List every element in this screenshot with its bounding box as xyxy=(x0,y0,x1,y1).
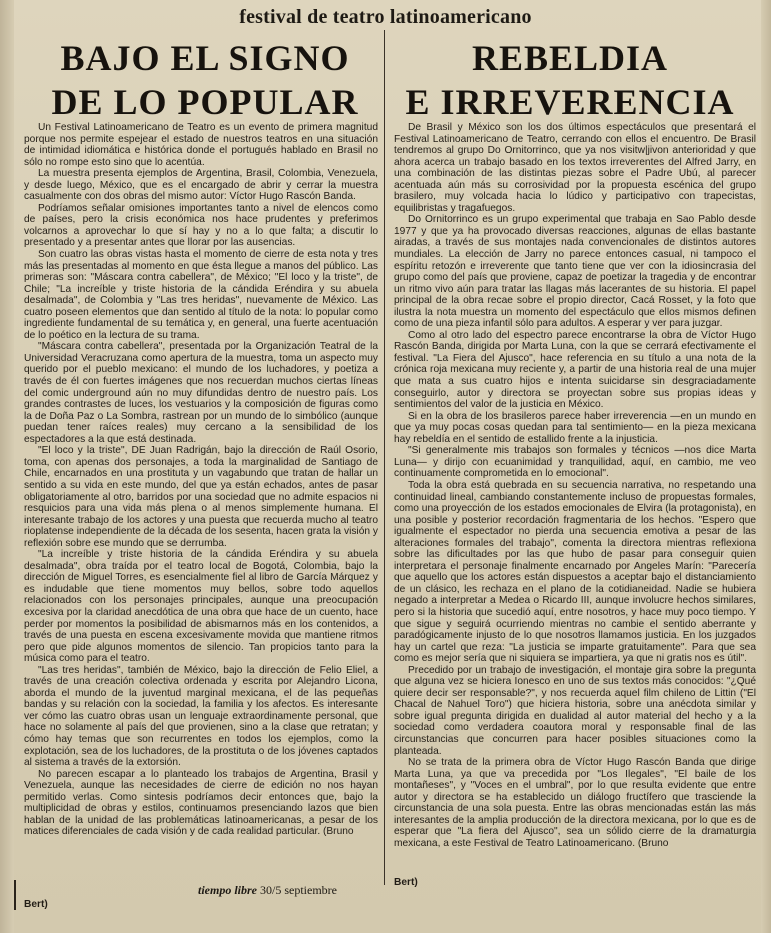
headline-left-line-1: BAJO EL SIGNO xyxy=(60,38,350,78)
headline-left-line-2: DE LO POPULAR xyxy=(51,82,359,122)
paper-right-edge xyxy=(761,0,771,933)
paragraph: De Brasil y México son los dos últimos espectáculos que presentará el Festival Latinoamericano de Teatro, cerrando con ellos el encuentro. De Brasil tendremos al grupo Do Ornitorrinco, que ya nos visitw|jivon anterioridad y que ahora acerca un trabajo basado en los textos irreverentes del Alfred Jarry, en una combinación de las distintas piezas sobre el Padre Ubú, al parecer acentuada aún más su corrosividad por la propuesta escénica del grupo brasilero, muy volcada hacia lo lúdico y participativo con trapecistas, equilibristas y tragafuegos. xyxy=(394,122,756,214)
paragraph: Un Festival Latinoamericano de Teatro es un evento de primera magnitud porque nos permite espejear el estado de nuestros teatros en una situación de intimidad idiomática e histórica donde el portugués hablado en Brasil no sólo no rompe esto sino que lo acentúa. xyxy=(24,122,378,168)
left-article-body xyxy=(24,122,378,838)
headline-right xyxy=(400,36,740,124)
right-author-credit: Bert) xyxy=(394,877,418,888)
paragraph: Toda la obra está quebrada en su secuencia narrativa, no respetando una continuidad lineal, cambiando constantemente incluso de propuestas formales, como una proyección de los estados emocionales de Elvira (la protagonista), en una posible y posterior recordación fragmentaria de los hechos. "Espero que igualmente el espectador no pierda una secuencia emotiva a pesar de las alteraciones formales del trabajo", comenta la directora mientras reflexiona sobre las dificultades por las que hubo de pasar para conseguir quien interpretara el personaje finalmente encarnado por Angeles Marín: "Parecería que aquello que los actores están dispuestos a aceptar bajo el distanciamiento de un clásico, les rechaza en el plano de la cotidianeidad. Nadie se hubiera negado a interpretar a Medea o Ricardo III, aunque involucre hechos similares, pero si la historia que sucedió aquí, entre nosotros, y hace muy poco tiempo. Y que sigue y seguirá ocurriendo mientras no cambie el sentido aberrante y paradógicamente injusto de lo que nosotros llamamos justicia. En los juzgados hay un cartel que reza: "La justicia se imparte gratuitamente". Para que sea como es mejor sería que ni siquiera se impartiera, ya que ni gratis nos es útil". xyxy=(394,479,756,665)
paragraph: "El loco y la triste", DE Juan Radrigán, bajo la dirección de Raúl Osorio, toma, con apenas dos personajes, a toda la marginalidad de Santiago de Chile, encarnados en una prostituta y un vagabundo que tratan de hallar un sentido a su vida en este mundo, del que ya están echados, antes de pasar obligatoriamente al otro, barridos por una sociedad que no admite espacios ni resquicios para una vida más plena o al menos simplemente humana. El interesante trabajo de los actores y una puesta que recuerda mucho al teatro rioplatense independiente de la década de los sesenta, hacen grata la visión y reflexión sobre ese mundo que se derrumba. xyxy=(24,445,378,549)
paragraph: Do Ornitorrinco es un grupo experimental que trabaja en Sao Pablo desde 1977 y que ya ha provocado diversas reacciones, algunas de ellas bastante airadas, a través de sus montajes nada convencionales de distintos autores mundiales. La elección de Jarry no parece entonces casual, ni tampoco el espíritu retozón e irreverente que tanto tiene que ver con la idiosincrasia del grupo como del país que proviene, capaz de poetizar la tragedia y de encontrar un ritmo vivo aún para tratar las llagas más lacerantes de su historia. El papel principal de la obra recae sobre el propio director, Cacá Rosset, y la foto que ilustra la nota muestra un momento del espectáculo que ellos mismos definen como de una pieza infantil sólo para adultos. A esperar y ver para juzgar. xyxy=(394,214,756,330)
paragraph: La muestra presenta ejemplos de Argentina, Brasil, Colombia, Venezuela, y desde luego, México, que es el encargado de abrir y cerrar la muestra casualmente con dos obras del mismo autor: Víctor Hugo Rascón Banda. xyxy=(24,168,378,203)
paragraph: Como al otro lado del espectro parece encontrarse la obra de Víctor Hugo Rascón Banda, dirigida por Marta Luna, con la que se cerrará efectivamente el festival. "La Fiera del Ajusco", hace referencia en su título a una nota de la crónica roja mexicana muy reciente y, a partir de una historia real de una mujer que mata a sus cuatro hijos e intenta suicidarse sin desgraciadamente conseguirlo, autor y directora se proyectan sobre sus propias ideas y sentimientos del valor de la justicia en México. xyxy=(394,329,756,411)
section-header: festival de teatro latinoamericano xyxy=(239,6,532,28)
headline-left xyxy=(40,36,370,124)
column-divider xyxy=(384,30,385,885)
margin-bracket-mark xyxy=(14,880,16,910)
paragraph: Si en la obra de los brasileros parece haber irreverencia —en un mundo en que ya muy pocas cosas quedan para tal sentimiento— en la pieza mexicana hay rebeldía en el sentido de estallido frente a la injusticia. xyxy=(394,410,756,445)
footer-date: 30/5 septiembre xyxy=(260,883,337,897)
paragraph: "Si generalmente mis trabajos son formales y técnicos —nos dice Marta Luna— y dirijo con ecuanimidad y tranquilidad, aquí, en cambio, me veo continuamente comprometida en lo emocional". xyxy=(394,445,756,480)
paragraph: "La increíble y triste historia de la cándida Eréndira y su abuela desalmada", obra traída por el teatro local de Bogotá, Colombia, bajo la dirección de Miguel Torres, es esencialmente fiel al libro de García Márquez y es indudable que tiene momentos muy bellos, sobre todo aquellos relacionados con los personajes principales, aunque una preocupación excesiva por la claridad anecdótica de una obra que hace de un cuento, hace perder por momentos la posibilidad de abismarnos más en los contenidos, a través de una puesta en escena excesivamente movida que mantiene ritmos pero que pide algunos momentos de silencio. Tan propicios tanto para la música como para el teatro. xyxy=(24,549,378,665)
paragraph: Podríamos señalar omisiones importantes tanto a nivel de elencos como de países, pero la crisis económica nos hace prudentes y preferimos volcarnos a aprovechar lo que sí hay y no a lo que falta; a discutir lo presentado y a presentar antes que llorar por las ausencias. xyxy=(24,202,378,249)
paragraph: "Las tres heridas", también de México, bajo la dirección de Felio Eliel, a través de una creación colectiva ordenada y escrita por Alejandro Licona, aborda el mundo de la juventud marginal mexicana, el de las pequeñas bandas y su relación con la sociedad, la familia y los afectos. Es interesante ver cómo las cuatro obras usan un lenguaje extraordinamente personal, que hace no solamente al país del que provienen, sino a la clase que retratan; y cómo hay temas que son recurrentes en todos los ejemplos, como la explotación, sea de los luchadores, de la prostituta o de los jóvenes captados al sistema a través de la extorsión. xyxy=(24,664,378,769)
paragraph: "Máscara contra cabellera", presentada por la Organización Teatral de la Universidad Veracruzana como apertura de la muestra, toma un aspecto muy querido por el pueblo mexicano: el mundo de los luchadores, y poetiza a través de él con fuertes imágenes que nos recuerdan muchos ciertas líneas del comic underground aún no muy difundidas dentro de nuestro país. Los grandes contrastes de luces, los vestuarios y la composición de figuras como la de Doña Paz o La Sombra, rastrean por un mundo de lo simbólico (aunque puedan tener raíces reales) muy cercano a la sensibilidad de los espectadores a la que está destinada. xyxy=(24,341,378,445)
paragraph: Precedido por un trabajo de investigación, el montaje gira sobre la pregunta que alguna vez se hiciera Ionesco en uno de sus textos más conocidos: "¿Qué quiere decir ser responsable?", y nos recuerda aquel film chileno de Littin ("El Chacal de Nahuel Toro") que hiciera historia, sobre una anécdota similar y sobre igual pregunta dirigida en dualidad al autor material del hecho y a la sociedad como verdadera coautora moral y responsable final de las circunstancias que concurren para hacer posibles situaciones como la planteada. xyxy=(394,664,756,757)
left-author-credit: Bert) xyxy=(24,899,48,910)
right-article-body xyxy=(394,122,756,849)
paragraph: Son cuatro las obras vistas hasta el momento de cierre de esta nota y tres más las presentadas al momento en que ésta llegue a manos del público. Las primeras son: "Máscara contra cabellera", de México; "El loco y la triste", de Chile; "La increíble y triste historia de la cándida Eréndira y su abuela desalmada", de Colombia y "Las tres heridas", nuevamente de México. Las cuatro poseen elementos que dan sentido al título de la nota: lo popular como ingrediente fundamental de su temática y, en general, una fuerte acentuación de lo poético en la lectura de su trama. xyxy=(24,249,378,341)
paragraph: No parecen escapar a lo planteado los trabajos de Argentina, Brasil y Venezuela, aunque las necesidades de cierre de edición no nos hayan permitido verlas. Como sintesis podríamos decir entonces que, bajo la multiplicidad de obras y estilos, continuamos presenciando lazos que bien hablan de la unidad de las problemáticas latinoamericanas, a pesar de los matices diferenciales de cada visión y de cada realidad particular. (Bruno xyxy=(24,768,378,838)
headline-right-line-1: REBELDIA xyxy=(471,38,669,78)
footer-source: tiempo libre xyxy=(198,883,257,897)
paragraph: No se trata de la primera obra de Víctor Hugo Rascón Banda que dirige Marta Luna, ya que va precedida por "Los Ilegales", "El baile de los montañeses", y "Voces en el umbral", por lo que resulta evidente que entre autor y directora se ha establecido un diálogo fructífero que trasciende la circunstancia de una sola puesta. Entre las obras mencionadas están las más interesantes de la amplia producción de la directora mexicana, por lo que es de esperar que "La fiera del Ajusco", sea un sólido cierre de la dramaturgia mexicana, a este Festival de Teatro Latinoamericano. (Bruno xyxy=(394,757,756,849)
source-footer xyxy=(198,883,337,898)
paper-left-edge xyxy=(0,0,14,933)
headline-right-line-2: E IRREVERENCIA xyxy=(405,82,735,122)
